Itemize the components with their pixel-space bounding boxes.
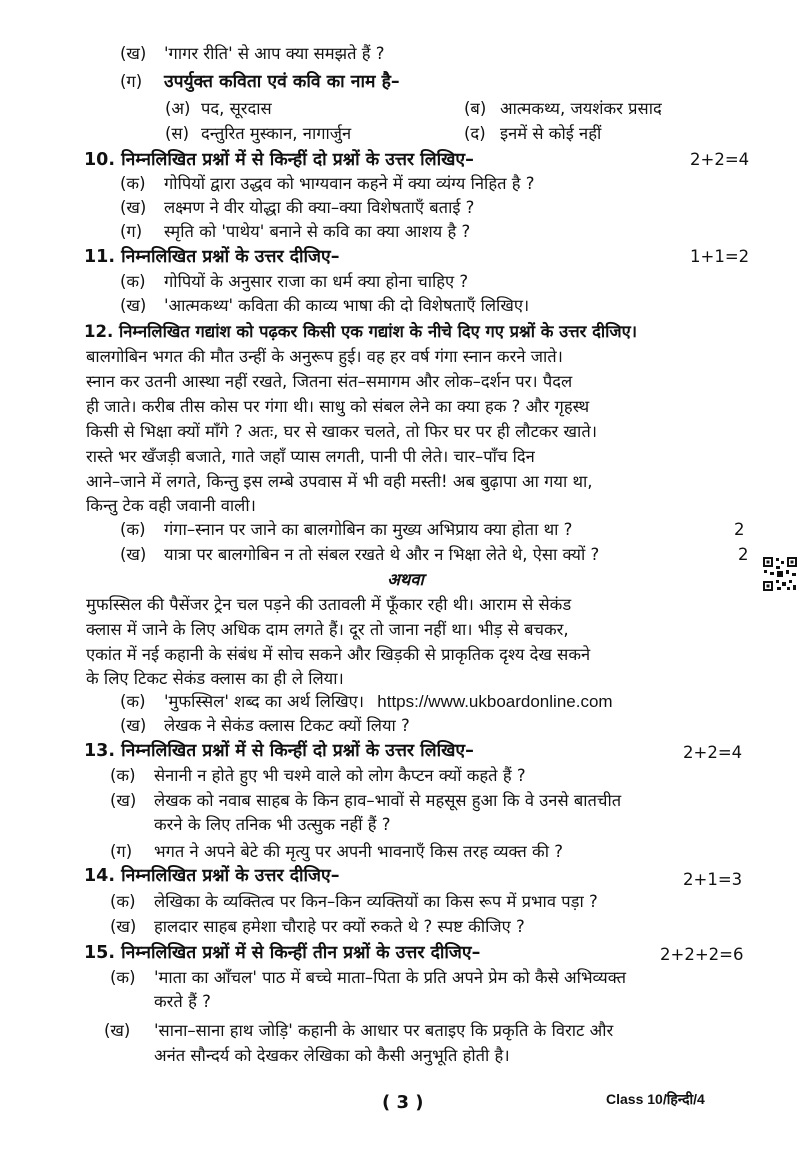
question-text: गोपियों द्वारा उद्धव को भाग्यवान कहने में क्या व्यंग्य निहित है ? — [164, 174, 535, 193]
option-text: पद, सूरदास — [201, 99, 272, 118]
label: (ख) — [120, 198, 147, 217]
q12-p2-kh — [120, 716, 410, 736]
q14-marks: 2+1=3 — [683, 870, 743, 889]
option-text: आत्मकथ्य, जयशंकर प्रसाद — [500, 99, 662, 118]
q14-ka — [110, 892, 598, 912]
question-number: 10. — [84, 150, 116, 170]
q11-marks: 1+1=2 — [690, 247, 750, 266]
q11-kh — [120, 296, 529, 316]
q12-heading — [84, 322, 637, 342]
label: (ख) — [110, 791, 137, 810]
question-number: 15. — [84, 943, 116, 963]
passage2-line: मुफस्सिल की पैसेंजर ट्रेन चल पड़ने की उतावली में फूँकार रही थी। आराम से सेकंड — [86, 595, 572, 614]
label: (क) — [110, 766, 136, 785]
heading-text: निम्नलिखित प्रश्नों में से किन्हीं दो प्रश्नों के उत्तर लिखिए– — [121, 741, 474, 761]
question-text: 'आत्मकथ्य' कविता की काव्य भाषा की दो विशेषताएँ लिखिए। — [164, 296, 530, 315]
q12-p1-ka-marks: 2 — [734, 520, 745, 539]
passage1-line: आने–जाने में लगते, किन्तु इस लम्बे उपवास में भी वही मस्ती! अब बुढ़ापा आ गया था, — [86, 472, 593, 491]
q14-heading — [84, 866, 339, 886]
q9-kh — [120, 44, 385, 64]
label: (द) — [464, 124, 486, 143]
question-text: 'साना–साना हाथ जोड़ि' कहानी के आधार पर बताइए कि प्रकृति के विराट और — [154, 1021, 614, 1040]
or-separator: अथवा — [387, 570, 424, 589]
label: (ख) — [120, 44, 147, 63]
question-text: लेखक को नवाब साहब के किन हाव–भावों से महसूस हुआ कि वे उनसे बातचीत — [154, 791, 622, 810]
class-code: Class 10/हिन्दी/4 — [606, 1091, 705, 1107]
q10-kh — [120, 198, 474, 218]
label: (क) — [120, 272, 146, 291]
q14-kh — [110, 917, 525, 937]
label: (क) — [120, 692, 146, 711]
q13-kh-continued: करने के लिए तनिक भी उत्सुक नहीं हैं ? — [154, 815, 391, 834]
label: (ग) — [120, 72, 143, 91]
label: (क) — [110, 892, 136, 911]
question-text: गोपियों के अनुसार राजा का धर्म क्या होना चाहिए ? — [164, 272, 469, 291]
question-number: 11. — [84, 247, 116, 267]
q15-marks: 2+2+2=6 — [660, 945, 744, 964]
question-text: लेखिका के व्यक्तित्व पर किन–किन व्यक्तियों का किस रूप में प्रभाव पड़ा ? — [154, 892, 598, 911]
question-text: 'गागर रीति' से आप क्या समझते हैं ? — [164, 44, 385, 63]
question-number: 13. — [84, 741, 116, 761]
passage1-line: रास्ते भर खँजड़ी बजाते, गाते जहाँ प्यास लगती, पानी पी लेते। चार–पाँच दिन — [86, 447, 535, 466]
label: (ख) — [120, 296, 147, 315]
q10-heading — [84, 150, 474, 170]
option-text: दन्तुरित मुस्कान, नागार्जुन — [201, 124, 352, 143]
heading-text: निम्नलिखित प्रश्नों के उत्तर दीजिए– — [121, 866, 340, 886]
q15-ka-continued: करते हैं ? — [154, 992, 211, 1011]
question-text: लेखक ने सेकंड क्लास टिकट क्यों लिया ? — [164, 716, 410, 735]
q13-ga — [110, 842, 563, 862]
label: (अ) — [165, 99, 191, 118]
heading-text: निम्नलिखित प्रश्नों के उत्तर दीजिए– — [121, 247, 340, 267]
label: (स) — [165, 124, 190, 143]
question-text: उपर्युक्त कविता एवं कवि का नाम है– — [164, 72, 400, 92]
passage1-line: किन्तु टेक वही जवानी वाली। — [86, 496, 256, 515]
passage2-line: के लिए टिकट सेकंड क्लास का ही ले लिया। — [86, 669, 344, 688]
heading-text: निम्नलिखित प्रश्नों में से किन्हीं तीन प्रश्नों के उत्तर दीजिए– — [121, 943, 481, 963]
question-text: यात्रा पर बालगोबिन न तो संबल रखते थे और न भिक्षा लेते थे, ऐसा क्यों ? — [164, 545, 600, 564]
q13-kh — [110, 791, 621, 811]
label: (ग) — [110, 842, 133, 861]
q13-ka — [110, 766, 526, 786]
passage1-line: ही जाते। करीब तीस कोस पर गंगा थी। साधु को संबल लेने का क्या हक ? और गृहस्थ — [86, 397, 590, 416]
q12-p1-ka — [120, 520, 572, 540]
label: (क) — [120, 520, 146, 539]
watermark-url: https://www.ukboardonline.com — [377, 692, 613, 711]
label: (ग) — [120, 222, 143, 241]
label: (क) — [110, 968, 136, 987]
label: (क) — [120, 174, 146, 193]
heading-text: निम्नलिखित गद्यांश को पढ़कर किसी एक गद्यांश के नीचे दिए गए प्रश्नों के उत्तर दीजिए। — [118, 322, 638, 341]
option-a — [165, 99, 272, 119]
q12-p2-ka — [120, 692, 613, 712]
q9-ga — [120, 72, 400, 92]
q15-kh — [104, 1021, 613, 1041]
option-b — [464, 99, 662, 119]
heading-text: निम्नलिखित प्रश्नों में से किन्हीं दो प्रश्नों के उत्तर लिखिए– — [121, 150, 474, 170]
option-d — [464, 124, 601, 144]
question-text: 'माता का आँचल' पाठ में बच्चे माता–पिता के प्रति अपने प्रेम को कैसे अभिव्यक्त — [154, 968, 627, 987]
q11-ka — [120, 272, 468, 292]
q11-heading — [84, 247, 339, 267]
q12-p1-kh-marks: 2 — [738, 545, 749, 564]
q13-marks: 2+2=4 — [683, 743, 743, 762]
label: (ख) — [120, 545, 147, 564]
question-text: गंगा–स्नान पर जाने का बालगोबिन का मुख्य अभिप्राय क्या होता था ? — [164, 520, 573, 539]
q15-ka — [110, 968, 626, 988]
question-text: हालदार साहब हमेशा चौराहे पर क्यों रुकते थे ? स्पष्ट कीजिए ? — [154, 917, 525, 936]
passage2-line: एकांत में नई कहानी के संबंध में सोच सकने और खिड़की से प्राकृतिक दृश्य देख सकने — [86, 645, 591, 664]
question-number: 12. — [84, 322, 114, 341]
option-c — [165, 124, 351, 144]
q13-heading — [84, 741, 474, 761]
label: (ब) — [464, 99, 487, 118]
question-text: स्मृति को 'पाथेय' बनाने से कवि का क्या आशय है ? — [164, 222, 471, 241]
option-text: इनमें से कोई नहीं — [500, 124, 602, 143]
q12-p1-kh — [120, 545, 599, 565]
label: (ख) — [110, 917, 137, 936]
q10-ka — [120, 174, 535, 194]
question-number: 14. — [84, 866, 116, 886]
passage1-line: बालगोबिन भगत की मौत उन्हीं के अनुरूप हुई। वह हर वर्ष गंगा स्नान करने जाते। — [86, 347, 563, 366]
passage2-line: क्लास में जाने के लिए अधिक दाम लगते हैं। दूर तो जाना नहीं था। भीड़ से बचकर, — [86, 620, 569, 639]
question-text: 'मुफस्सिल' शब्द का अर्थ लिखिए। — [164, 692, 365, 711]
passage1-line: किसी से भिक्षा क्यों माँगे ? अतः, घर से खाकर चलते, तो फिर घर पर ही लौटकर खाते। — [86, 422, 597, 441]
q15-heading — [84, 943, 480, 963]
question-text: सेनानी न होते हुए भी चश्मे वाले को लोग कैप्टन क्यों कहते हैं ? — [154, 766, 526, 785]
passage1-line: स्नान कर उतनी आस्था नहीं रखते, जितना संत–समागम और लोक–दर्शन पर। पैदल — [86, 372, 573, 391]
q15-kh-continued: अनंत सौन्दर्य को देखकर लेखिका को कैसी अनुभूति होती है। — [154, 1046, 510, 1065]
q10-marks: 2+2=4 — [690, 150, 750, 169]
label: (ख) — [120, 716, 147, 735]
page-number: ( 3 ) — [382, 1092, 424, 1113]
question-text: लक्ष्मण ने वीर योद्धा की क्या–क्या विशेषताएँ बताई ? — [164, 198, 475, 217]
q10-ga — [120, 222, 470, 242]
label: (ख) — [104, 1021, 131, 1040]
question-text: भगत ने अपने बेटे की मृत्यु पर अपनी भावनाएँ किस तरह व्यक्त की ? — [154, 842, 563, 861]
